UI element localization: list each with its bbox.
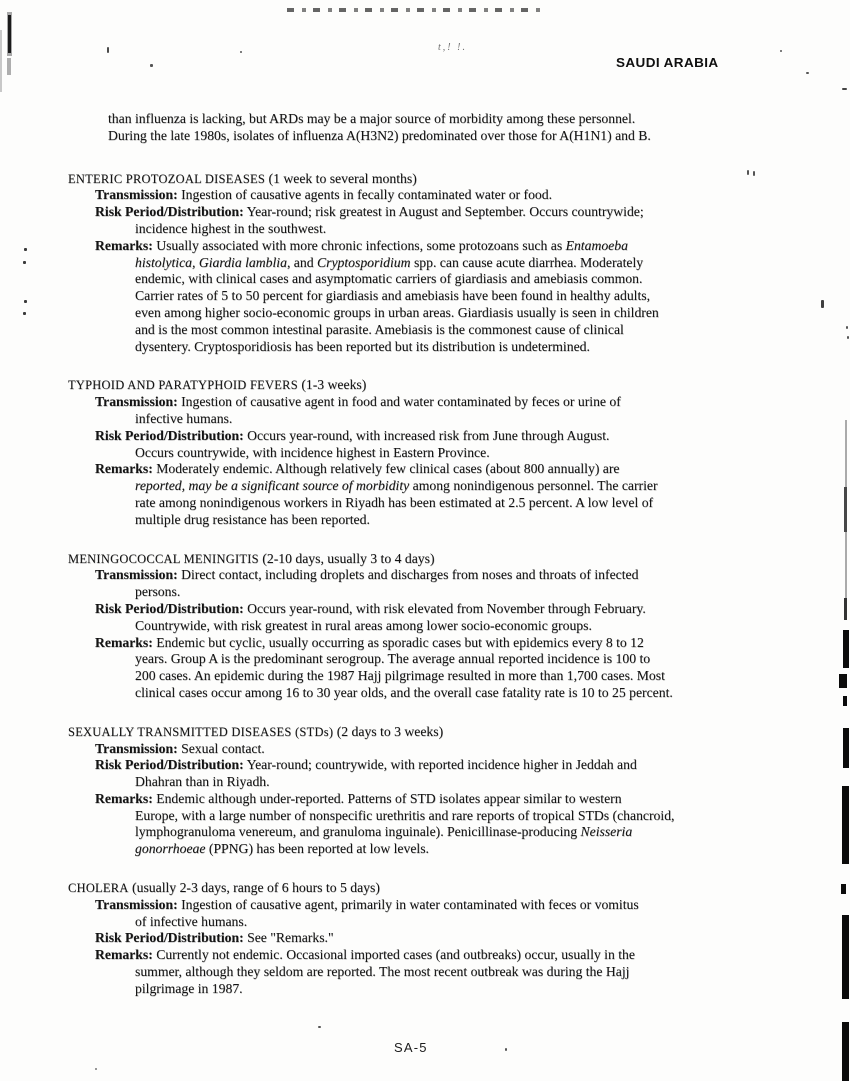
text-run: persons. (135, 584, 181, 600)
field-label: Remarks: (95, 461, 153, 477)
text-line (135, 774, 808, 791)
text-line (108, 111, 808, 128)
text-run: even among higher socio-economic groups in urban areas. Giardiasis usually is seen in children (135, 304, 659, 320)
scan-artifact-squiggle: t,! !. (438, 42, 467, 53)
text-line (135, 288, 808, 305)
text-run: Ingestion of causative agent in food and water contaminated by feces or urine of (177, 394, 621, 410)
field-label: Transmission: (95, 896, 178, 912)
section-heading (68, 551, 808, 568)
text-line (108, 128, 808, 145)
text-line (135, 841, 808, 858)
text-line (95, 238, 808, 255)
section-heading (68, 880, 808, 897)
field-label: Transmission: (95, 740, 178, 756)
field-label: Remarks: (95, 790, 153, 806)
text-run: Countrywide, with risk greatest in rural areas among lower socio-economic groups. (135, 617, 592, 633)
text-run: Europe, with a large number of nonspecific urethritis and rare reports of tropical STDs (chancroid, (135, 807, 675, 823)
scan-artifact-dot (318, 1026, 321, 1028)
scan-artifact-bar (843, 728, 849, 768)
text-run: Endemic but cyclic, usually occurring as sporadic cases but with epidemics every 8 to 12 (152, 634, 644, 650)
italic-term: Cryptosporidium (316, 254, 411, 270)
text-run: lymphogranuloma venereum, and granuloma inguinale). Penicillinase-producing (135, 824, 581, 840)
page-header-country: SAUDI ARABIA (616, 55, 719, 70)
scan-artifact-dot (846, 326, 848, 329)
text-line (95, 930, 808, 947)
text-run: (1-3 weeks) (297, 377, 367, 393)
text-line (135, 305, 808, 322)
disease-section-meningococcal-meningitis (68, 551, 808, 702)
field-label: Risk Period/Distribution: (95, 757, 244, 773)
text-run: (1 week to several months) (265, 170, 417, 186)
text-run: Dhahran than in Riyadh. (135, 774, 270, 790)
scan-artifact-dot (150, 64, 153, 67)
text-run: clinical cases occur among 16 to 30 year olds, and the overall case fatality rate is 10 to 25 percent. (135, 684, 673, 700)
text-run: 200 cases. An epidemic during the 1987 Hajj pilgrimage resulted in more than 1,700 cases. Most (135, 668, 665, 684)
scan-artifact-dot (24, 300, 27, 303)
text-line (95, 461, 808, 478)
text-run: among nonindigenous personnel. The carrier (409, 478, 658, 494)
scan-artifact-dot (505, 1048, 507, 1051)
text-run: infective humans. (135, 410, 233, 426)
scan-artifact-dot (23, 261, 26, 264)
scan-artifact-dot (24, 248, 27, 251)
text-line (95, 791, 808, 808)
scan-artifact-bar (844, 598, 847, 620)
text-run: Year-round; countrywide, with reported incidence higher in Jeddah and (243, 757, 637, 773)
scan-artifact-dot (780, 50, 782, 52)
italic-term: Entamoeba (565, 237, 628, 253)
text-run: years. Group A is the predominant serogroup. The average annual reported incidence is 100 to (135, 651, 651, 667)
scan-artifact-dot (821, 300, 824, 308)
text-line (95, 897, 808, 914)
text-run: Moderately endemic. Although relatively few clinical cases (about 800 annually) are (152, 461, 620, 477)
text-run: Carrier rates of 5 to 50 percent for giardiasis and amebiasis have been found in healthy adults, (135, 288, 651, 304)
text-run: incidence highest in the southwest. (135, 220, 327, 236)
text-line (135, 221, 808, 238)
text-line (135, 411, 808, 428)
text-line (95, 428, 808, 445)
scan-artifact-dot (107, 47, 109, 53)
document-body (68, 111, 808, 998)
field-label: Remarks: (95, 237, 153, 253)
scan-artifact-left-line (8, 15, 11, 53)
text-line (135, 255, 808, 272)
text-line (95, 204, 808, 221)
section-heading (68, 724, 808, 741)
text-run: of infective humans. (135, 913, 248, 929)
text-run: multiple drug resistance has been reported. (135, 511, 370, 527)
text-run: pilgrimage in 1987. (135, 980, 243, 996)
text-line (135, 651, 808, 668)
text-line (95, 757, 808, 774)
italic-term: histolytica, Giardia lamblia (135, 254, 287, 270)
text-line (95, 635, 808, 652)
section-title-text: SEXUALLY TRANSMITTED DISEASES (STDs) (68, 724, 334, 739)
text-run: Endemic although under-reported. Patterns of STD isolates appear similar to western (152, 790, 622, 806)
scan-artifact-dot (23, 312, 26, 315)
field-label: Transmission: (95, 567, 178, 583)
scan-artifact-dot (240, 51, 242, 53)
text-run: During the late 1980s, isolates of influenza A(H3N2) predominated over those for A(H1N1) and B. (108, 127, 651, 143)
disease-section-sexually-transmitted-diseases (68, 724, 808, 858)
field-label: Risk Period/Distribution: (95, 204, 244, 220)
field-label: Remarks: (95, 947, 153, 963)
scan-artifact-dot (842, 88, 847, 90)
text-run: Currently not endemic. Occasional imported cases (and outbreaks) occur, usually in the (152, 947, 635, 963)
field-label: Risk Period/Distribution: (95, 427, 244, 443)
text-run: Occurs countrywide, with incidence highest in Eastern Province. (135, 444, 490, 460)
scan-artifact-dot (95, 1068, 97, 1070)
text-line (135, 495, 808, 512)
section-title-text: MENINGOCOCCAL MENINGITIS (68, 551, 259, 566)
text-line (135, 668, 808, 685)
text-line (135, 981, 808, 998)
text-run: (usually 2-3 days, range of 6 hours to 5 days) (128, 880, 380, 896)
text-line (135, 478, 808, 495)
scan-artifact-bar (841, 884, 846, 894)
field-label: Risk Period/Distribution: (95, 930, 244, 946)
text-run: Ingestion of causative agent, primarily in water contaminated with feces or vomitus (177, 896, 639, 912)
text-line (135, 584, 808, 601)
text-line (95, 187, 808, 204)
italic-term: gonorrhoeae (135, 841, 206, 857)
text-run: , and (286, 254, 317, 270)
text-line (135, 512, 808, 529)
text-line (95, 601, 808, 618)
text-line (135, 339, 808, 356)
disease-section-enteric-protozoal-diseases (68, 171, 808, 356)
text-line (95, 567, 808, 584)
section-title-text: TYPHOID AND PARATYPHOID FEVERS (68, 378, 298, 393)
text-run: See "Remarks." (243, 930, 334, 946)
text-run: Occurs year-round, with increased risk from June through August. (243, 427, 610, 443)
text-run: summer, although they seldom are reported. The most recent outbreak was during the Hajj (135, 964, 630, 980)
text-line (135, 618, 808, 635)
scan-artifact-bar (843, 630, 849, 668)
text-line (135, 685, 808, 702)
scan-artifact-bar (842, 786, 849, 864)
text-run: dysentery. Cryptosporidiosis has been reported but its distribution is undetermined. (135, 338, 590, 354)
text-run: rate among nonindigenous workers in Riyadh has been estimated at 2.5 percent. A low level of (135, 494, 654, 510)
section-heading (68, 377, 808, 394)
scan-artifact-left-smudge-2 (7, 58, 11, 75)
italic-term: reported, may be a significant source of morbidity (135, 478, 410, 494)
text-run: Year-round; risk greatest in August and September. Occurs countrywide; (243, 204, 644, 220)
text-run: endemic, with clinical cases and asymptomatic carriers of giardiasis and amebiasis common. (135, 271, 643, 287)
text-run: than influenza is lacking, but ARDs may be a major source of morbidity among these personnel. (108, 111, 636, 126)
text-run: Occurs year-round, with risk elevated from November through February. (243, 600, 646, 616)
text-run: (PPNG) has been reported at low levels. (205, 841, 429, 857)
text-line (135, 808, 808, 825)
field-label: Transmission: (95, 394, 178, 410)
text-run: (2 days to 3 weeks) (333, 723, 444, 739)
scan-artifact-dashed-line (287, 8, 541, 12)
italic-term: Neisseria (580, 824, 633, 840)
field-label: Transmission: (95, 187, 178, 203)
text-run: Ingestion of causative agents in fecally contaminated water or food. (177, 187, 553, 203)
page-number: SA-5 (394, 1040, 428, 1055)
section-heading (68, 171, 808, 188)
scan-artifact-bar (843, 696, 847, 706)
text-line (95, 741, 808, 758)
disease-section-cholera (68, 880, 808, 998)
scan-artifact-dot (847, 336, 849, 339)
disease-section-typhoid-and-paratyphoid-fevers (68, 377, 808, 528)
text-run: and is the most common intestinal parasite. Amebiasis is the commonest cause of clinical (135, 321, 624, 337)
text-line (135, 914, 808, 931)
scan-artifact-bar (839, 674, 847, 688)
section-title-text: ENTERIC PROTOZOAL DISEASES (68, 171, 266, 186)
text-line (95, 947, 808, 964)
text-line (135, 445, 808, 462)
text-run: Usually associated with more chronic infections, some protozoans such as (152, 237, 566, 253)
text-run: Sexual contact. (177, 740, 265, 756)
text-line (135, 322, 808, 339)
text-line (135, 824, 808, 841)
scan-artifact-left-faint-line (0, 30, 2, 92)
text-run: spp. can cause acute diarrhea. Moderately (410, 254, 644, 270)
field-label: Remarks: (95, 634, 153, 650)
section-title-text: CHOLERA (68, 881, 129, 896)
text-line (135, 271, 808, 288)
text-line (95, 394, 808, 411)
text-line (135, 964, 808, 981)
text-run: (2-10 days, usually 3 to 4 days) (258, 550, 435, 566)
field-label: Risk Period/Distribution: (95, 600, 244, 616)
scan-artifact-bar (844, 487, 847, 532)
scan-artifact-bar (842, 915, 849, 999)
text-run: Direct contact, including droplets and discharges from noses and throats of infected (177, 567, 639, 583)
scan-artifact-dot (806, 72, 809, 74)
scan-artifact-bar (842, 1022, 849, 1081)
